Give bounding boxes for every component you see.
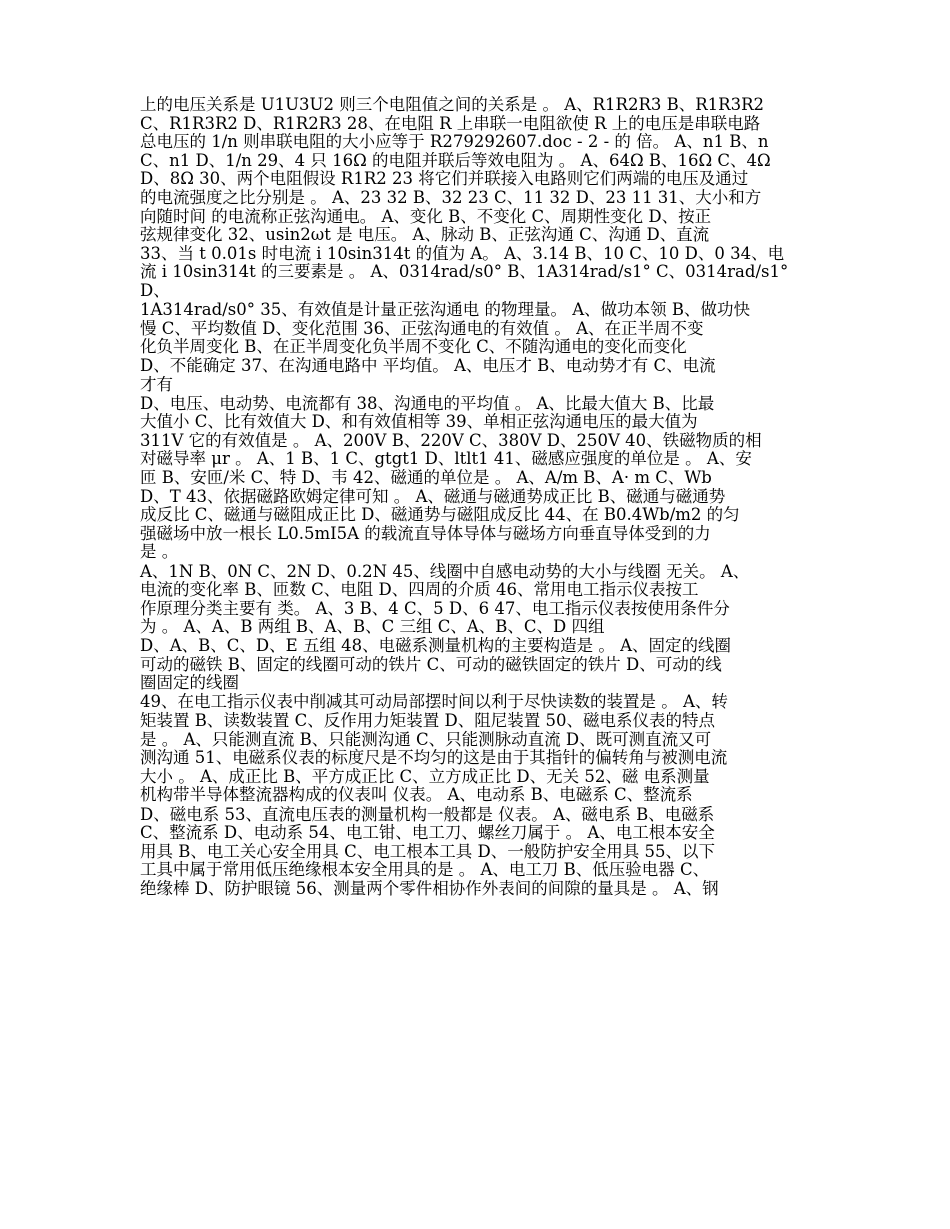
text-line: D、8Ω 30、两个电阻假设 R1R2 23 将它们并联接入电路则它们两端的电压及通过 <box>140 169 749 189</box>
text-line: 电流的变化率 B、匝数 C、电阻 D、四周的介质 46、常用电工指示仪表按工 <box>140 580 699 600</box>
document-paragraph <box>140 395 810 562</box>
text-line: 绝缘棒 D、防护眼镜 56、测量两个零件相协作外表间的间隙的量具是 。 A、钢 <box>140 878 719 898</box>
text-line: D、T 43、依据磁路欧姆定律可知 。 A、磁通与磁通势成正比 B、磁通与磁通势 <box>140 486 726 506</box>
text-line: 可动的磁铁 B、固定的线圈可动的铁片 C、可动的磁铁固定的铁片 D、可动的线 <box>140 654 722 674</box>
text-line: D、电压、电动势、电流都有 38、沟通电的平均值 。 A、比最大值大 B、比最 <box>140 393 715 413</box>
document-paragraph <box>140 806 810 899</box>
text-line: 弦规律变化 32、usin2ωt 是 电压。 A、脉动 B、正弦沟通 C、沟通 D、直流 <box>140 225 710 245</box>
text-line: 匝 B、安匝/米 C、特 D、韦 42、磁通的单位是 。 A、A/m B、A· m C、Wb <box>140 468 712 488</box>
text-line: 大小 。 A、成正比 B、平方成正比 C、立方成正比 D、无关 52、磁 电系测量 <box>140 766 710 786</box>
document-body <box>140 96 810 899</box>
text-line: 慢 C、平均数值 D、变化范围 36、正弦沟通电的有效值 。 A、在正半周不变 <box>140 318 704 338</box>
text-line: 是 。 <box>140 542 179 562</box>
text-line: 对磁导率 μr 。 A、1 B、1 C、gtgt1 D、ltlt1 41、磁感应强度的单位是 。 A、安 <box>140 449 752 469</box>
text-line: C、n1 D、1/n 29、4 只 16Ω 的电阻并联后等效电阻为 。 A、64Ω B、16Ω C、4Ω <box>140 150 771 170</box>
text-line: 向随时间 的电流称正弦沟通电。 A、变化 B、不变化 C、周期性变化 D、按正 <box>140 206 712 226</box>
text-line: 是 。 A、只能测直流 B、只能测沟通 C、只能测脉动直流 D、既可测直流又可 <box>140 729 712 749</box>
text-line: 总电压的 1/n 则串联电阻的大小应等于 R279292607.doc - 2 - 的 倍。 A、n1 B、n <box>140 132 769 152</box>
text-line: D、A、B、C、D、E 五组 48、电磁系测量机构的主要构造是 。 A、固定的线圈 <box>140 636 732 655</box>
text-line: 为 。 A、A、B 两组 B、A、B、C 三组 C、A、B、C、D 四组 <box>140 617 605 637</box>
text-line: 强磁场中放一根长 L0.5mI5A 的载流直导体导体与磁场方向垂直导体受到的力 <box>140 523 711 543</box>
text-line: 用具 B、电工关心安全用具 C、电工根本工具 D、一般防护安全用具 55、以下 <box>140 841 715 861</box>
text-line: C、R1R3R2 D、R1R2R3 28、在电阻 R 上串联一电阻欲使 R 上的电压是串联电路 <box>140 113 761 133</box>
text-line: D、不能确定 37、在沟通电路中 平均值。 A、电压才 B、电动势才有 C、电流 <box>140 355 716 375</box>
text-line: 流 i 10sin314t 的三要素是 。 A、0314rad/s0° B、1A314rad/s1° C、0314rad/s1° <box>140 262 789 282</box>
text-line: 机构带半导体整流器构成的仪表叫 仪表。 A、电动系 B、电磁系 C、整流系 <box>140 785 693 805</box>
text-line: 成反比 C、磁通与磁阻成正比 D、磁通势与磁阻成反比 44、在 B0.4Wb/m2 的匀 <box>140 505 740 525</box>
text-line: 矩装置 B、读数装置 C、反作用力矩装置 D、阻尼装置 50、磁电系仪表的特点 <box>140 710 715 730</box>
text-line: 的电流强度之比分别是 。 A、23 32 B、32 23 C、11 32 D、23 11 31、大小和方 <box>140 187 762 207</box>
document-paragraph <box>140 693 810 805</box>
text-line: 才有 <box>140 374 173 394</box>
document-paragraph <box>140 96 810 301</box>
text-line: 49、在电工指示仪表中削减其可动局部摆时间以利于尽快读数的装置是 。 A、转 <box>140 692 728 712</box>
document-paragraph <box>140 301 810 394</box>
text-line: C、整流系 D、电动系 54、电工钳、电工刀、螺丝刀属于 。 A、电工根本安全 <box>140 823 715 843</box>
text-line: 1A314rad/s0° 35、有效值是计量正弦沟通电 的物理量。 A、做功本领 B、做功快 <box>140 300 750 320</box>
text-line: A、1N B、0N C、2N D、0.2N 45、线圈中自感电动势的大小与线圈 无关。 A、 <box>140 561 750 581</box>
document-paragraph <box>140 563 810 693</box>
text-line: 上的电压关系是 U1U3U2 则三个电阻值之间的关系是 。 A、R1R2R3 B、R1R3R2 <box>140 95 765 114</box>
text-line: 33、当 t 0.01s 时电流 i 10sin314t 的值为 A。 A、3.14 B、10 C、10 D、0 34、电 <box>140 243 785 263</box>
text-line: 化负半周变化 B、在正半周变化负半周不变化 C、不随沟通电的变化而变化 <box>140 337 687 357</box>
text-line: 大值小 C、比有效值大 D、和有效值相等 39、单相正弦沟通电压的最大值为 <box>140 412 698 432</box>
text-line: D、 <box>140 280 170 300</box>
text-line: 圈固定的线圈 <box>140 673 239 693</box>
text-line: D、磁电系 53、直流电压表的测量机构一般都是 仪表。 A、磁电系 B、电磁系 <box>140 804 715 824</box>
text-line: 311V 它的有效值是 。 A、200V B、220V C、380V D、250V 40、铁磁物质的相 <box>140 430 762 450</box>
text-line: 工具中属于常用低压绝缘根本安全用具的是 。 A、电工刀 B、低压验电器 C、 <box>140 860 710 880</box>
text-line: 作原理分类主要有 类。 A、3 B、4 C、5 D、6 47、电工指示仪表按使用条件分 <box>140 598 730 618</box>
text-line: 测沟通 51、电磁系仪表的标度尺是不均匀的这是由于其指针的偏转角与被测电流 <box>140 748 728 768</box>
